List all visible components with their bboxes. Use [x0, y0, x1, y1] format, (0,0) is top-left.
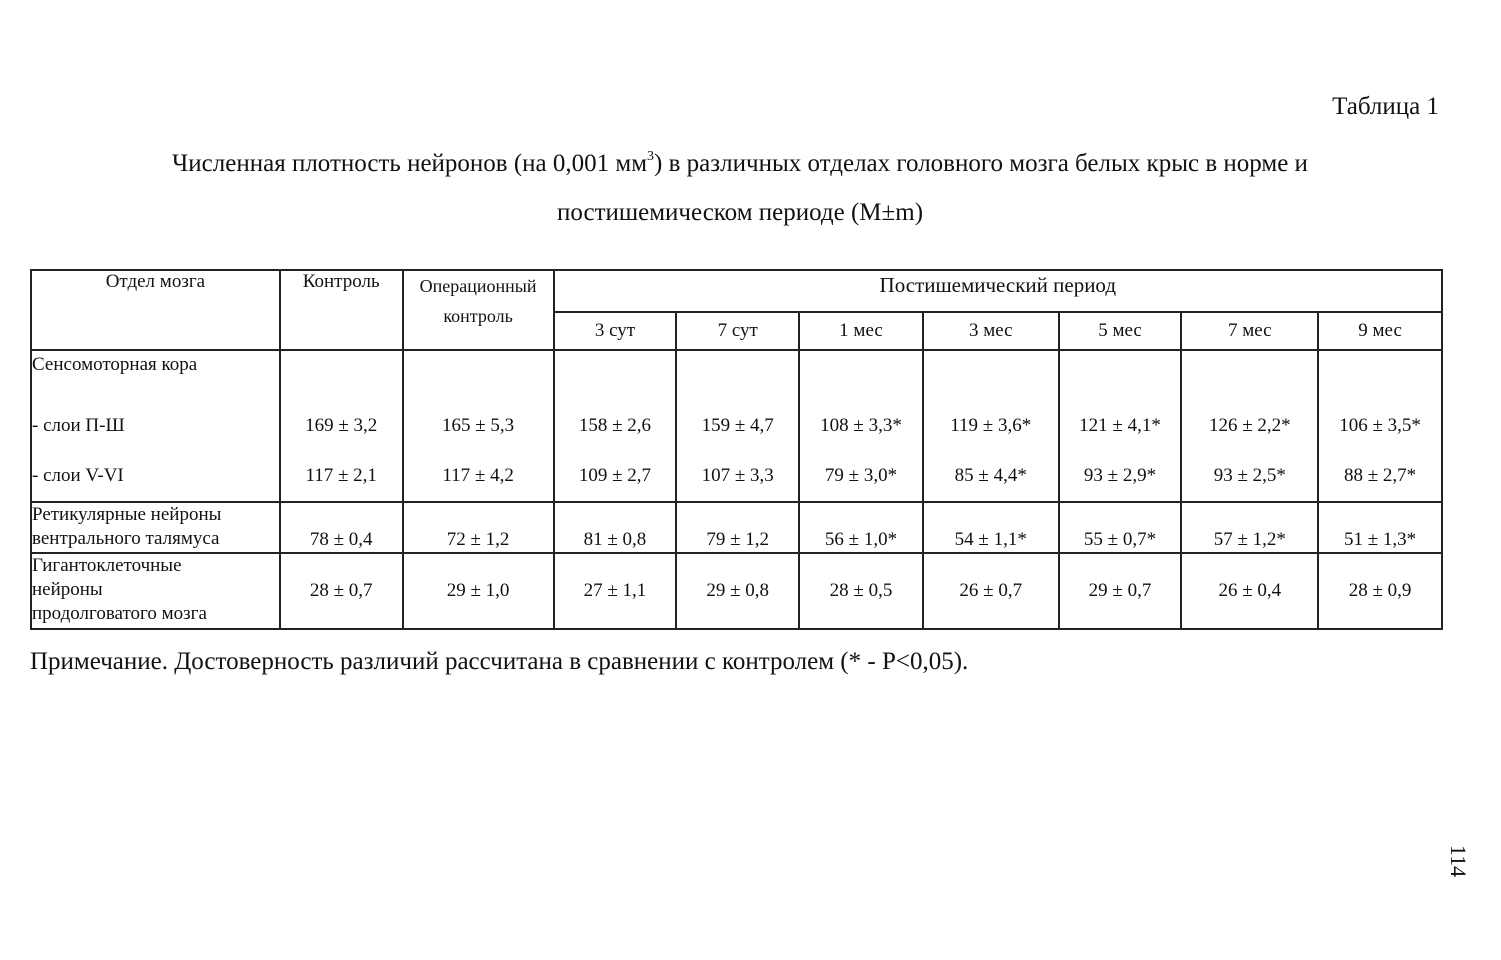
value: 93 ± 2,5*	[1213, 465, 1286, 486]
value: 119 ± 3,6*	[950, 415, 1032, 436]
value: 93 ± 2,9*	[1083, 465, 1157, 486]
value-cell	[1318, 350, 1442, 502]
value: 54 ± 1,1*	[923, 502, 1059, 553]
title-superscript: 3	[647, 149, 655, 164]
value: 55 ± 0,7*	[1059, 502, 1182, 553]
giant-label-3: продолговатого мозга	[32, 603, 207, 624]
value: 121 ± 4,1*	[1079, 415, 1161, 436]
header-control: Контроль	[280, 270, 403, 350]
table-title	[40, 132, 1440, 237]
value-cell	[676, 350, 799, 502]
layers-2-3-label: - слои П-Ш	[32, 415, 125, 436]
table-note: Примечание. Достоверность различий рассчитана в сравнении с контролем (* - P<0,05).	[30, 648, 969, 675]
table-label: Таблица 1	[1332, 93, 1439, 120]
value: 57 ± 1,2*	[1181, 502, 1318, 553]
header-period: 3 мес	[923, 312, 1059, 350]
value: 117 ± 4,2	[442, 465, 514, 486]
value-cell	[280, 350, 403, 502]
value: 28 ± 0,5	[799, 553, 923, 629]
neuron-density-table	[30, 269, 1443, 630]
value: 27 ± 1,1	[554, 553, 677, 629]
layers-5-6-label: - слои V-VI	[32, 465, 124, 486]
header-operational-line1: Операционный	[419, 276, 537, 296]
value: 29 ± 0,7	[1059, 553, 1182, 629]
value: 159 ± 4,7	[701, 415, 774, 436]
header-section: Отдел мозга	[31, 270, 280, 350]
giant-label-2: нейроны	[32, 579, 103, 600]
value: 56 ± 1,0*	[799, 502, 923, 553]
header-period: 5 мес	[1059, 312, 1182, 350]
value: 29 ± 0,8	[676, 553, 799, 629]
header-period: 7 мес	[1181, 312, 1318, 350]
value: 79 ± 1,2	[676, 502, 799, 553]
value-cell	[554, 350, 677, 502]
value: 107 ± 3,3	[701, 465, 774, 486]
value: 165 ± 5,3	[442, 415, 515, 436]
value: 88 ± 2,7*	[1343, 465, 1417, 486]
row-label-giant-cell	[31, 553, 280, 629]
value-cell	[1181, 350, 1318, 502]
value: 108 ± 3,3*	[820, 415, 902, 436]
giant-label-1: Гигантоклеточные	[32, 555, 182, 576]
reticular-label-2: вентрального талямуса	[32, 528, 220, 549]
page-number: 114	[1446, 844, 1472, 878]
title-text-b: ) в различных отделах головного мозга белых крыс в норме и	[654, 150, 1308, 177]
table-row-giant-cell	[31, 553, 1442, 629]
header-period: 3 сут	[554, 312, 677, 350]
value: 81 ± 0,8	[554, 502, 677, 553]
value-cell	[403, 350, 554, 502]
header-period: 9 мес	[1318, 312, 1442, 350]
value-cell	[1059, 350, 1182, 502]
title-text-a: Численная плотность нейронов (на 0,001 мм	[172, 150, 648, 177]
value: 78 ± 0,4	[280, 502, 403, 553]
value: 117 ± 2,1	[305, 465, 377, 486]
table-row-reticular	[31, 502, 1442, 553]
row-label-sensorimotor	[31, 350, 280, 502]
value: 26 ± 0,7	[923, 553, 1059, 629]
title-line-2: постишемическом периоде (M±m)	[556, 199, 924, 226]
value: 106 ± 3,5*	[1339, 415, 1421, 436]
table-row-sensorimotor	[31, 350, 1442, 502]
header-period: 1 мес	[799, 312, 923, 350]
value: 169 ± 3,2	[305, 415, 378, 436]
value: 109 ± 2,7	[578, 465, 652, 486]
sensorimotor-title: Сенсомоторная кора	[32, 354, 198, 375]
value: 51 ± 1,3*	[1318, 502, 1442, 553]
row-label-reticular	[31, 502, 280, 553]
header-operational-line2: контроль	[443, 306, 513, 326]
value: 29 ± 1,0	[403, 553, 554, 629]
header-operational-control	[403, 270, 554, 350]
value: 72 ± 1,2	[403, 502, 554, 553]
value-cell	[799, 350, 923, 502]
value: 79 ± 3,0*	[824, 465, 898, 486]
header-row-1	[31, 270, 1442, 312]
value: 26 ± 0,4	[1181, 553, 1318, 629]
title-line-1	[40, 132, 1440, 188]
header-postischemic-period: Постишемический период	[554, 270, 1442, 312]
value: 28 ± 0,9	[1318, 553, 1442, 629]
value: 126 ± 2,2*	[1208, 415, 1291, 436]
value: 85 ± 4,4*	[954, 465, 1027, 486]
reticular-label-1: Ретикулярные нейроны	[32, 504, 222, 525]
value: 158 ± 2,6	[578, 415, 652, 436]
value: 28 ± 0,7	[280, 553, 403, 629]
header-period: 7 сут	[676, 312, 799, 350]
value-cell	[923, 350, 1059, 502]
